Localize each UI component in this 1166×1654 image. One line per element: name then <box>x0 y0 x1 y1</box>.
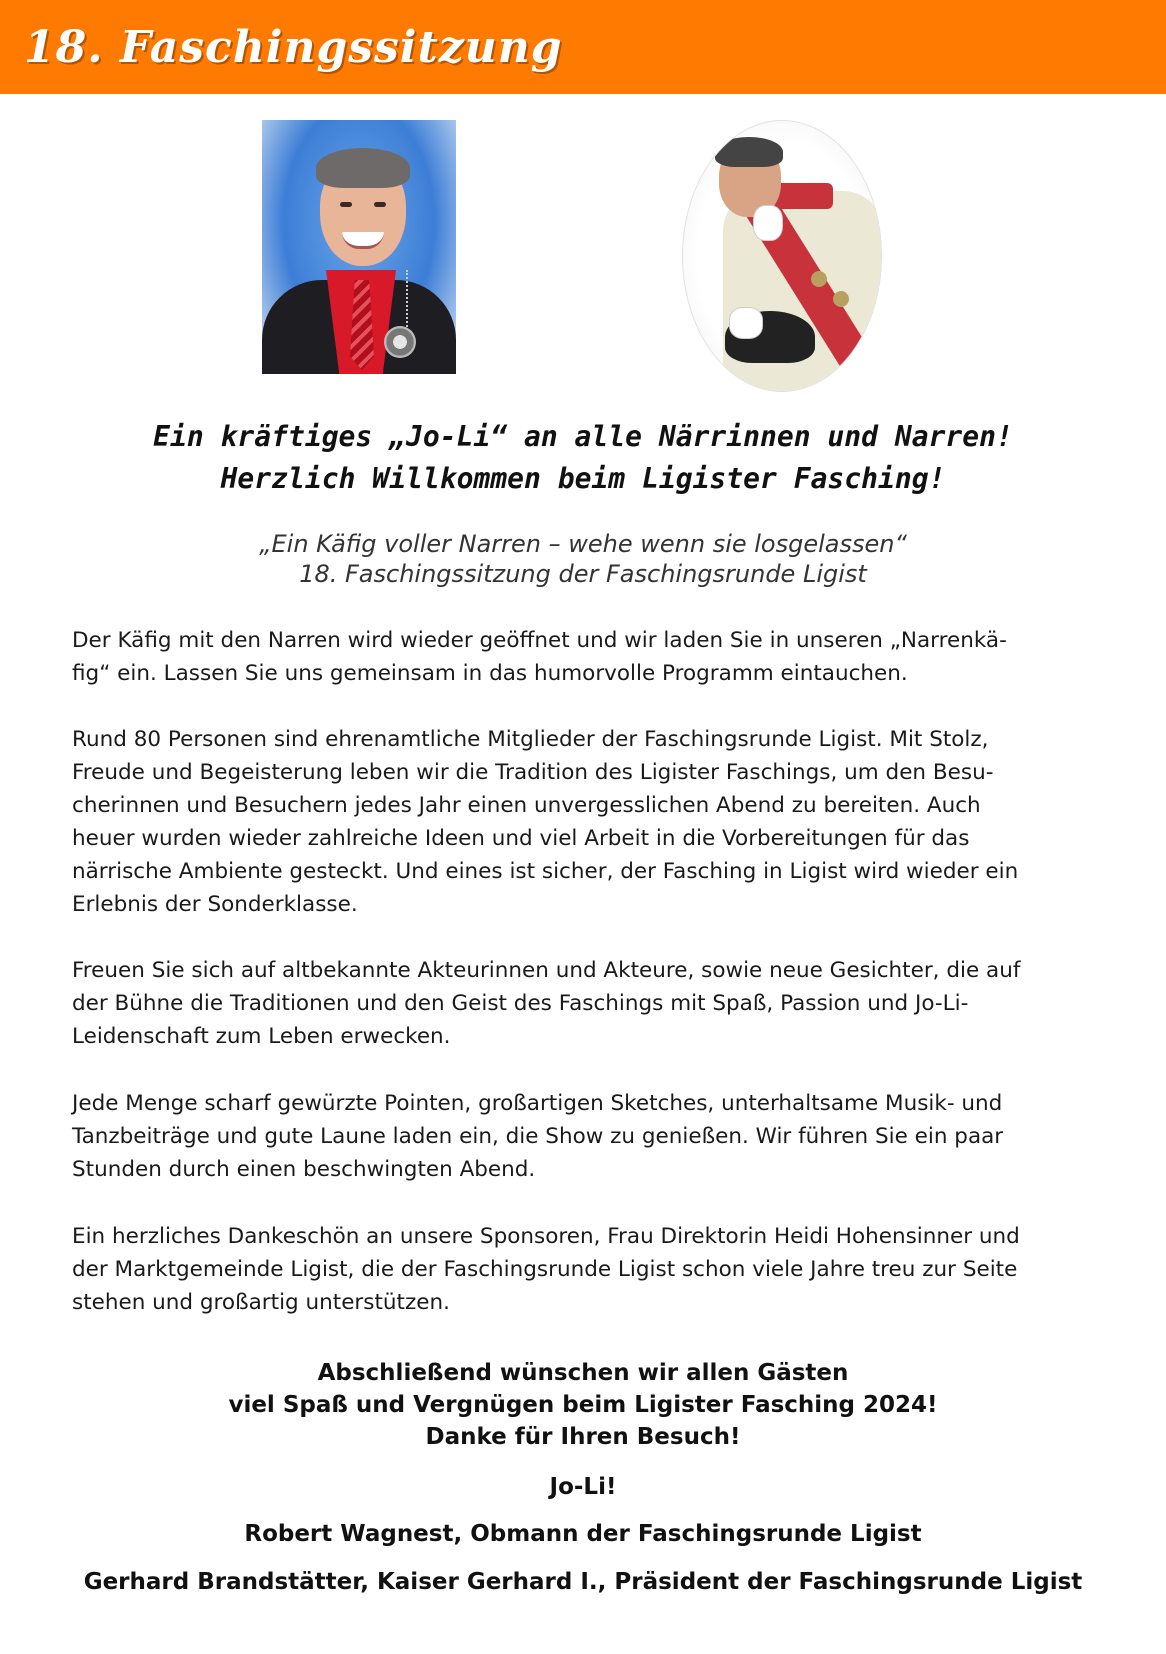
paragraph-line: Freude und Begeisterung leben wir die Tradition des Ligister Faschings, um den Besu- <box>72 760 994 785</box>
paragraph-line: Ein herzliches Dankeschön an unsere Sponsoren, Frau Direktorin Heidi Hohensinner und <box>72 1224 1020 1249</box>
paragraph-line: närrische Ambiente gesteckt. Und eines ist sicher, der Fasching in Ligist wird wieder ein <box>72 859 1019 884</box>
signature-praesident: Gerhard Brandstätter, Kaiser Gerhard I., Präsident der Faschingsrunde Ligist <box>83 1569 1083 1595</box>
photo-hair <box>316 148 410 188</box>
headline-line-1: Ein kräftiges „Jo-Li“ an alle Närrinnen und Narren! <box>153 420 1013 453</box>
paragraph-line: Der Käfig mit den Narren wird wieder geöffnet und wir laden Sie in unseren „Narrenkä- <box>72 628 1007 653</box>
paragraph-line: Jede Menge scharf gewürzte Pointen, großartigen Sketches, unterhaltsame Musik- und <box>72 1091 1003 1116</box>
photo-eye <box>374 202 386 207</box>
paragraph-members <box>72 723 1112 921</box>
paragraph-line: heuer wurden wieder zahlreiche Ideen und viel Arbeit in die Vorbereitungen für das <box>72 826 970 851</box>
paragraph-line: Rund 80 Personen sind ehrenamtliche Mitglieder der Faschingsrunde Ligist. Mit Stolz, <box>72 727 989 752</box>
closing-line-2: viel Spaß und Vergnügen beim Ligister Fasching 2024! <box>228 1392 938 1418</box>
paragraph-sponsors <box>72 1220 1112 1319</box>
paragraph-line: Stunden durch einen beschwingten Abend. <box>72 1157 536 1182</box>
portrait-photo-right <box>682 120 882 392</box>
paragraph-line: stehen und großartig unterstützen. <box>72 1290 450 1315</box>
closing-line-1: Abschließend wünschen wir allen Gästen <box>317 1360 849 1386</box>
photo-medal <box>384 326 416 358</box>
headline-line-2: Herzlich Willkommen beim Ligister Fasching! <box>220 462 946 495</box>
photo-glove <box>753 205 783 241</box>
closing-line-3: Danke für Ihren Besuch! <box>425 1424 741 1450</box>
photo-medal <box>811 271 827 287</box>
photo-chain <box>376 270 408 334</box>
motto-line-2: 18. Faschingssitzung der Faschingsrunde Ligist <box>299 560 867 588</box>
paragraph-line: der Marktgemeinde Ligist, die der Faschingsrunde Ligist schon viele Jahre treu zur Seite <box>72 1257 1018 1282</box>
photo-glove <box>729 307 763 339</box>
paragraph-line: Tanzbeiträge und gute Laune laden ein, die Show zu genießen. Wir führen Sie ein paar <box>72 1124 1004 1149</box>
closing-joli: Jo-Li! <box>549 1474 617 1500</box>
paragraph-intro <box>72 624 1112 690</box>
paragraph-line: Erlebnis der Sonderklasse. <box>72 892 358 917</box>
paragraph-actors <box>72 954 1112 1053</box>
page-title: 18. Faschingssitzung <box>24 22 563 73</box>
signature-obmann: Robert Wagnest, Obmann der Faschingsrunde Ligist <box>244 1521 922 1547</box>
paragraph-line: der Bühne die Traditionen und den Geist des Faschings mit Spaß, Passion und Jo-Li- <box>72 991 969 1016</box>
paragraph-line: Leidenschaft zum Leben erwecken. <box>72 1024 451 1049</box>
portrait-photo-left <box>262 120 456 374</box>
photo-medal <box>833 291 849 307</box>
motto-line-1: „Ein Käfig voller Narren – wehe wenn sie losgelassen“ <box>259 530 907 558</box>
paragraph-show <box>72 1087 1112 1186</box>
paragraph-line: Freuen Sie sich auf altbekannte Akteurinnen und Akteure, sowie neue Gesichter, die auf <box>72 958 1021 983</box>
paragraph-line: cherinnen und Besuchern jedes Jahr einen unvergesslichen Abend zu bereiten. Auch <box>72 793 981 818</box>
paragraph-line: fig“ ein. Lassen Sie uns gemeinsam in das humorvolle Programm eintauchen. <box>72 661 908 686</box>
photo-eye <box>340 202 352 207</box>
photo-hair <box>715 137 783 167</box>
